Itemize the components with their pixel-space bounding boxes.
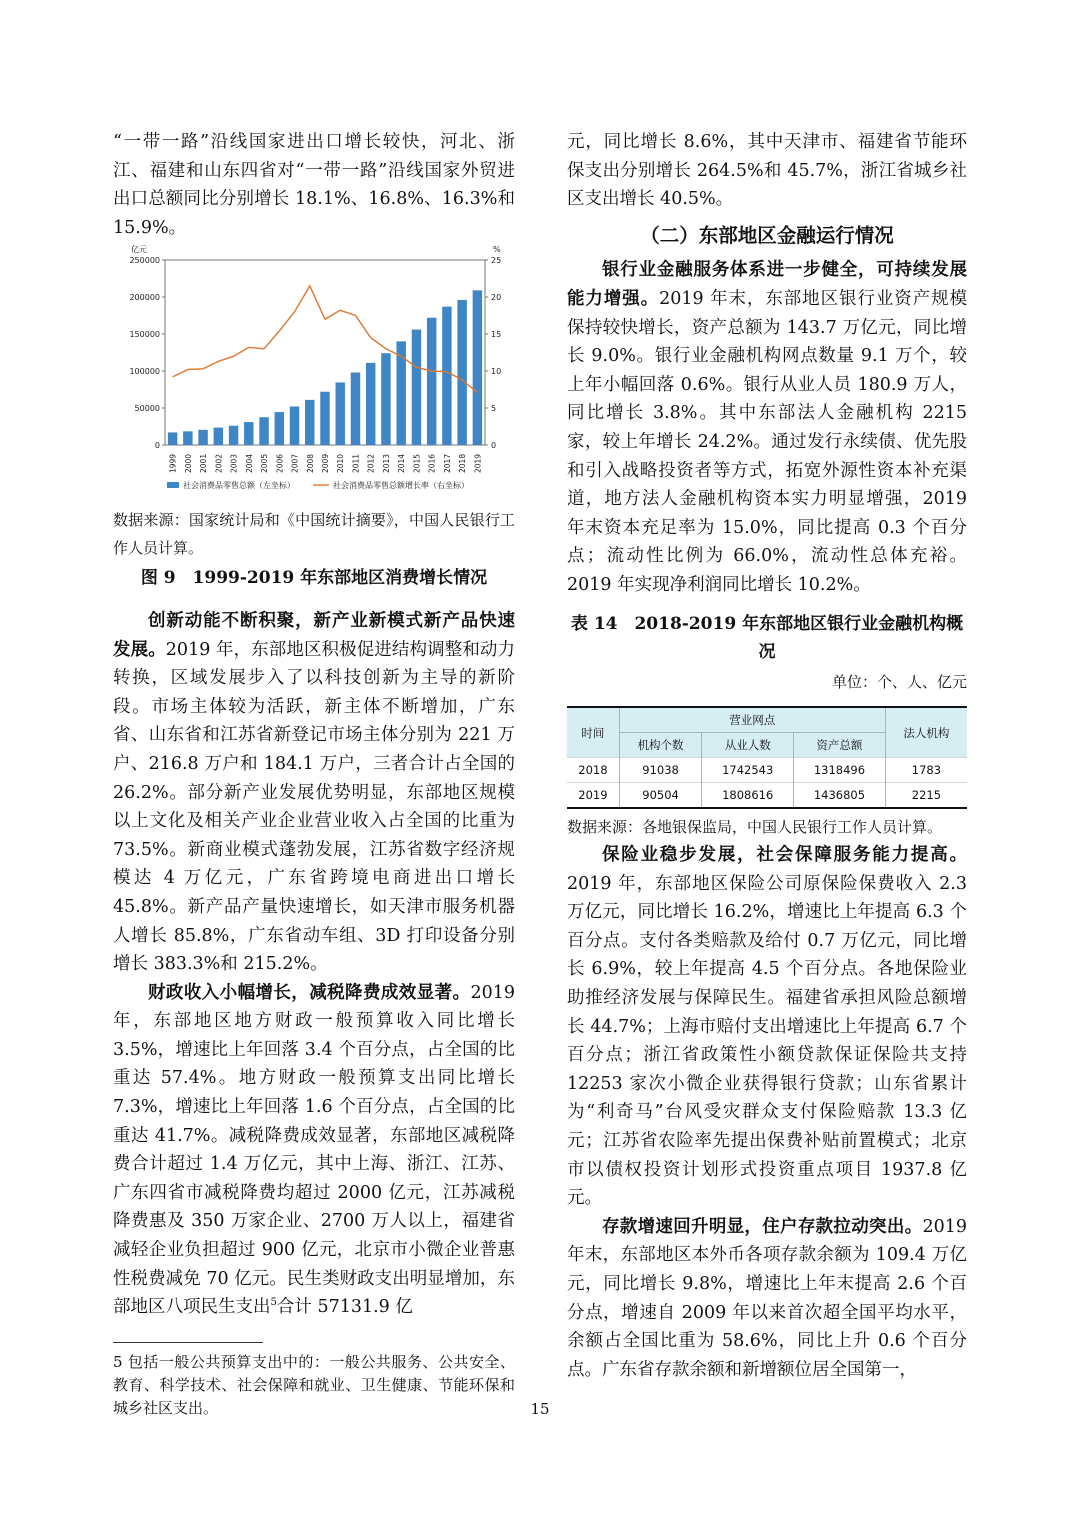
bar	[381, 354, 390, 446]
bar	[336, 383, 345, 446]
x-tick-label: 2007	[290, 454, 300, 474]
paragraph-lead: 保险业稳步发展，社会保障服务能力提高。	[602, 845, 967, 866]
bar	[244, 422, 253, 445]
x-tick-label: 2018	[458, 454, 468, 474]
section-heading: （二）东部地区金融运行情况	[640, 223, 894, 247]
footnote-separator	[113, 1342, 263, 1343]
right-tick-label: 15	[491, 330, 502, 340]
x-tick-label: 2012	[366, 454, 376, 474]
page-number: 15	[530, 1400, 550, 1418]
bar	[473, 291, 482, 446]
cell-count: 90504	[619, 783, 702, 809]
paragraph-banking	[567, 256, 967, 599]
left-axis-unit: 亿元	[131, 245, 147, 255]
cell-count: 91038	[619, 758, 702, 783]
cell-staff: 1808616	[702, 783, 794, 809]
bar	[259, 418, 268, 446]
x-tick-label: 2011	[351, 454, 361, 474]
x-tick-label: 2003	[229, 454, 239, 474]
right-tick-label: 5	[491, 404, 497, 414]
x-tick-label: 2002	[214, 454, 224, 474]
bar	[214, 428, 223, 445]
paragraph-body: 2019 年末，东部地区银行业资产规模保持较快增长，资产总额为 143.7 万亿元，同比增长 9.0%。银行业金融机构网点数量 9.1 万个，较上年小幅回落 0.6%。银行从业人员 180.9 万人，同比增长 3.8%。其中东部法人金融机构 2215 家，较上年增长 24.2%。通过发行永续债、优先股和引入战略投资者等方式，拓宽外源性资本补充渠道，地方法人金融机构资本实力明显增强，2019 年末资本充足率为 15.0%，同比提高 0.3 个百分点；流动性比例为 66.0%，流动性总体充裕。2019 年实现净利润同比增长 10.2%。	[567, 288, 967, 595]
bar	[198, 430, 207, 445]
x-tick-label: 2000	[183, 454, 193, 474]
paragraph-body: 2019 年，东部地区地方财政一般预算收入同比增长 3.5%，增速比上年回落 3.4 个百分点，占全国的比重达 57.4%。地方财政一般预算支出同比增长 7.3%，增速比上年回落 1.6 个百分点，占全国的比重达 41.7%。减税降费成效显著，东部地区减税降费合计超过 1.4 万亿元，其中上海、浙江、江苏、广东四省市减税降费均超过 2000 亿元，江苏减税降费惠及 350 万家企业、2700 万人以上，福建省减轻企业负担超过 900 亿元，北京市小微企业普惠性税费减免 70 亿元。民生类财政支出明显增加，东部地区八项民生支出	[113, 982, 515, 1318]
right-axis-unit: %	[493, 245, 501, 255]
bar	[351, 373, 360, 446]
paragraph-continuation: 元，同比增长 8.6%，其中天津市、福建省节能环保支出分别增长 264.5%和 45.7%，浙江省城乡社区支出增长 40.5%。	[567, 132, 967, 210]
left-tick-label: 200000	[129, 293, 160, 303]
col-time: 时间	[567, 707, 619, 758]
left-tick-label: 100000	[129, 367, 160, 377]
cell-assets: 1436805	[794, 783, 886, 809]
bar	[275, 412, 284, 445]
legend-bar-label: 社会消费品零售总额（左坐标）	[183, 481, 295, 491]
x-tick-label: 2017	[442, 454, 452, 474]
cell-legal: 1783	[885, 758, 967, 783]
x-tick-label: 2001	[199, 454, 209, 474]
x-tick-label: 2015	[412, 454, 422, 474]
cell-legal: 2215	[885, 783, 967, 809]
bar	[427, 318, 436, 445]
right-column	[567, 128, 967, 1384]
paragraph-fiscal	[113, 979, 515, 1322]
banking-table	[567, 706, 967, 809]
paragraph-lead: 银行业金融服务体系进一步健全，可持续发展能力增强。	[567, 260, 967, 309]
paragraph-innovation	[113, 607, 515, 979]
legend-line-label: 社会消费品零售总额增长率（右坐标）	[333, 481, 469, 491]
bar	[320, 392, 329, 445]
table-source: 数据来源：各地银保监局，中国人民银行工作人员计算。	[567, 818, 943, 837]
table-row	[567, 758, 967, 783]
bar	[229, 426, 238, 445]
bar	[457, 300, 466, 445]
x-tick-label: 2016	[427, 454, 437, 474]
left-tick-label: 150000	[129, 330, 160, 340]
left-tick-label: 250000	[129, 256, 160, 266]
cell-staff: 1742543	[702, 758, 794, 783]
col-staff: 从业人数	[702, 733, 794, 758]
chart-source: 数据来源：国家统计局和《中国统计摘要》，中国人民银行工作人员计算。	[113, 511, 515, 558]
paragraph-body: 2019 年末，东部地区本外币各项存款余额为 109.4 万亿元，同比增长 9.8%，增速比上年末提高 2.6 个百分点，增速自 2009 年以来首次超全国平均水平，余额占全国比重为 58.6%，同比上升 0.6 个百分点。广东省存款余额和新增额位居全国第一，	[567, 1216, 967, 1380]
bar	[290, 407, 299, 445]
x-tick-label: 2019	[473, 454, 483, 474]
x-tick-label: 2014	[397, 454, 407, 474]
x-tick-label: 2010	[336, 454, 346, 474]
col-group-outlets: 营业网点	[619, 707, 885, 733]
col-legal: 法人机构	[885, 707, 967, 758]
figure-caption: 图 9 1999-2019 年东部地区消费增长情况	[140, 568, 488, 589]
footnote-ref[interactable]: 5	[270, 1297, 277, 1309]
paragraph-belt-road: “一带一路”沿线国家进出口增长较快，河北、浙江、福建和山东四省对“一带一路”沿线国家外贸进出口总额同比分别增长 18.1%、16.8%、16.3%和 15.9%。	[113, 132, 515, 238]
right-tick-label: 10	[491, 367, 502, 377]
paragraph-body: 2019 年，东部地区保险公司原保险保费收入 2.3 万亿元，同比增长 16.2%，增速比上年提高 6.3 个百分点。支付各类赔款及给付 0.7 万亿元，同比增长 6.9%，较上年提高 4.5 个百分点。各地保险业助推经济发展与保障民生。福建省承担风险总额增长 44.7%；上海市赔付支出增速比上年提高 6.7 个百分点；浙江省政策性小额贷款保证保险共支持 12253 家次小微企业获得银行贷款；山东省累计为“利奇马”台风受灾群众支付保险赔款 13.3 亿元；江苏省农险率先提出保费补贴前置模式；北京市以债权投资计划形式投资重点项目 1937.8 亿元。	[567, 873, 967, 1209]
table-unit: 单位：个、人、亿元	[831, 672, 967, 691]
right-tick-label: 0	[491, 441, 497, 451]
bar	[183, 432, 192, 446]
paragraph-tail: 合计 57131.9 亿	[276, 1297, 413, 1318]
paragraph-lead: 财政收入小幅增长，减税降费成效显著。	[148, 982, 471, 1003]
table-title: 表 14 2018-2019 年东部地区银行业金融机构概况	[570, 613, 964, 662]
bar	[366, 363, 375, 445]
col-count: 机构个数	[619, 733, 702, 758]
x-tick-label: 2008	[305, 454, 315, 474]
right-tick-label: 20	[491, 293, 502, 303]
table-row	[567, 783, 967, 809]
legend-bar-swatch	[167, 482, 179, 488]
footnote: 5 包括一般公共预算支出中的：一般公共服务、公共安全、教育、科学技术、社会保障和就业、卫生健康、节能环保和城乡社区支出。	[113, 1352, 515, 1417]
paragraph-lead: 存款增速回升明显，住户存款拉动突出。	[602, 1216, 923, 1237]
cell-year: 2018	[567, 758, 619, 783]
x-tick-label: 1999	[168, 454, 178, 474]
cell-assets: 1318496	[794, 758, 886, 783]
left-column	[113, 128, 515, 1420]
bar	[412, 330, 421, 445]
paragraph-lead: 创新动能不断积聚，新产业新模式新产品快速发展。	[113, 610, 515, 660]
bar	[168, 433, 177, 446]
x-tick-label: 2013	[381, 454, 391, 474]
bar	[442, 307, 451, 445]
bar	[305, 400, 314, 445]
paragraph-body: 2019 年，东部地区积极促进结构调整和动力转换，区域发展步入了以科技创新为主导的新阶段。市场主体较为活跃，新主体不断增加，广东省、山东省和江苏省新登记市场主体分别为 221 万户、216.8 万户和 184.1 万户，三者合计占全国的 26.2%。部分新产业发展优势明显，东部地区规模以上文化及相关产业企业营业收入占全国的比重为 73.5%。新商业模式蓬勃发展，江苏省数字经济规模达 4 万亿元，广东省跨境电商进出口增长 45.8%。新产品产量快速增长，如天津市服务机器人增长 85.8%，广东省动车组、3D 打印设备分别增长 383.3%和 215.2%。	[113, 639, 516, 975]
cell-year: 2019	[567, 783, 619, 809]
x-tick-label: 2005	[260, 454, 270, 474]
left-tick-label: 0	[154, 441, 160, 451]
consumption-chart	[113, 242, 515, 504]
paragraph-insurance	[567, 841, 967, 1213]
col-assets: 资产总额	[794, 733, 886, 758]
x-tick-label: 2006	[275, 454, 285, 474]
left-tick-label: 50000	[134, 404, 160, 414]
paragraph-deposits	[567, 1213, 967, 1385]
x-tick-label: 2009	[321, 454, 330, 474]
x-tick-label: 2004	[244, 454, 254, 474]
right-tick-label: 25	[491, 256, 502, 266]
